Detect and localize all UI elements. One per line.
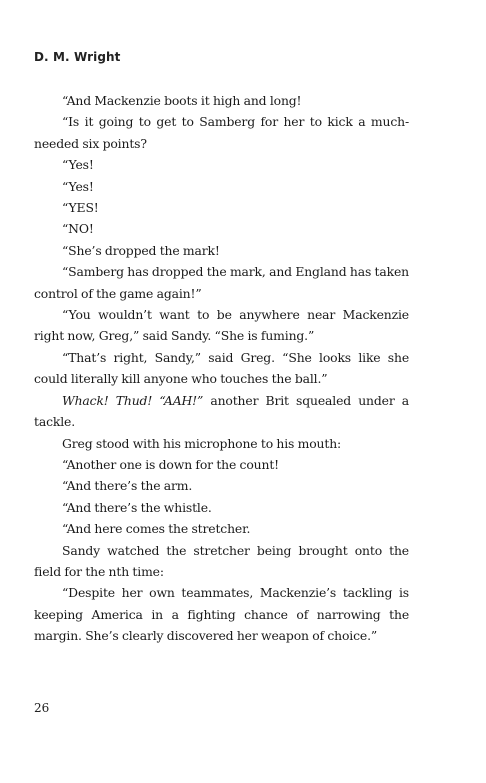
sound-effects-italic: Whack! Thud! “AAH!” [62, 392, 204, 408]
paragraph: Sandy watched the stretcher being brought onto the field for the nth time: [34, 542, 409, 579]
paragraph: “NO! [62, 221, 94, 237]
paragraph: “You wouldn’t want to be anywhere near Mackenzie right now, Greg,” said Sandy. “She is fuming.” [34, 307, 409, 344]
paragraph: “Another one is down for the count! [62, 456, 279, 472]
page-number: 26 [34, 701, 50, 715]
paragraph: “And there’s the whistle. [62, 499, 212, 515]
paragraph: “Is it going to get to Samberg for her to kick a much-needed six points? [34, 114, 409, 151]
paragraph: “And Mackenzie boots it high and long! [62, 93, 302, 108]
paragraph: “That’s right, Sandy,” said Greg. “She looks like she could literally kill anyone who touches the ball.” [34, 349, 409, 387]
running-header-author: D. M. Wright [34, 50, 121, 64]
body-text [34, 90, 409, 647]
paragraph-tackle-rest: another Brit squealed under a tackle. [34, 392, 409, 430]
paragraph: “Yes! [62, 157, 94, 173]
paragraph: “She’s dropped the mark! [62, 242, 220, 258]
paragraph: “Samberg has dropped the mark, and England has taken control of the game again!” [34, 264, 409, 301]
paragraph: “Yes! [62, 178, 94, 194]
paragraph: “YES! [62, 200, 99, 216]
paragraph-tackle [34, 390, 409, 433]
paragraph: “And there’s the arm. [62, 478, 193, 494]
paragraph: “And here comes the stretcher. [62, 521, 251, 537]
paragraph: “Despite her own teammates, Mackenzie’s tackling is keeping America in a fighting chance of narrowing the margin. She’s clearly discovered her weapon of choice.” [34, 585, 409, 644]
paragraph: Greg stood with his microphone to his mouth: [62, 435, 342, 451]
